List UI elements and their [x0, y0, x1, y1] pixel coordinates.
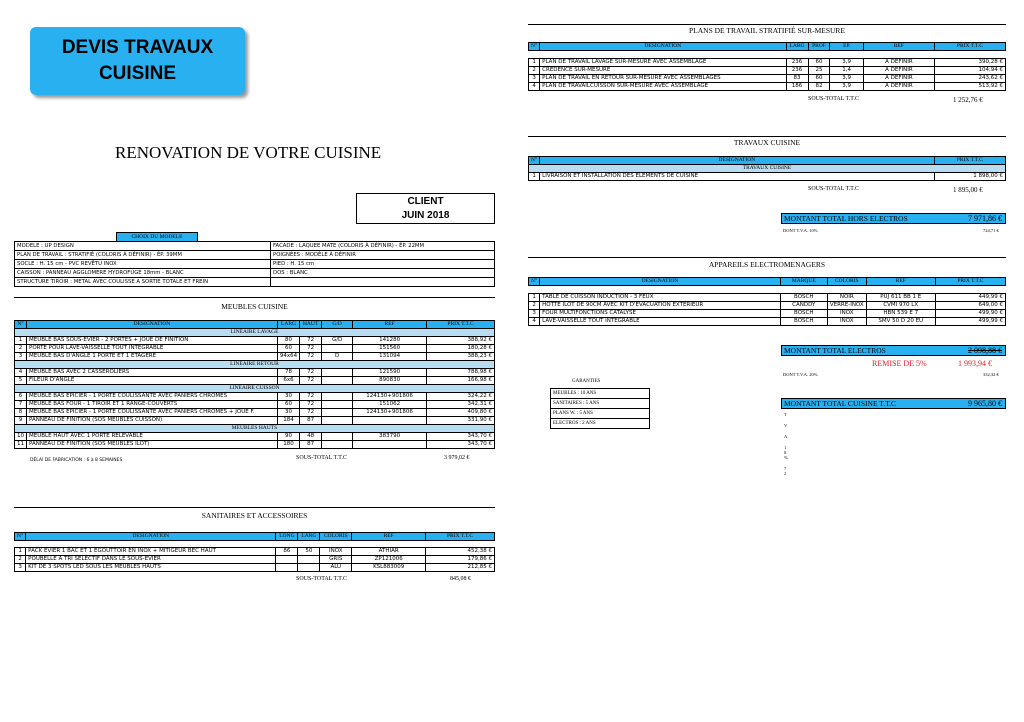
table-cell: 388,92 € [426, 337, 494, 345]
table-cell: ZP121006 [352, 556, 426, 564]
table-cell: 324,22 € [426, 393, 494, 401]
table-row [15, 377, 495, 385]
meubles-subtotal-value: 3 979,02 € [444, 455, 470, 461]
table-row [529, 318, 1006, 326]
sanitaires-subtotal-label: SOUS-TOTAL T.T.C [296, 576, 348, 582]
table-cell: BOSCH [780, 294, 827, 302]
table-cell: PUJ 611 BB 1 E [866, 294, 935, 302]
table-cell [322, 441, 353, 449]
side-letter: V [784, 423, 788, 428]
table-cell: KIT DE 3 SPOTS LED SOUS LES MEUBLES HAUTS [26, 564, 276, 572]
table-cell: 180 [277, 441, 299, 449]
model-table [14, 241, 495, 287]
table-cell: 131094 [353, 353, 427, 361]
table-cell: 452,38 € [426, 548, 495, 556]
table-cell: 124130+901806 [353, 409, 427, 417]
table-cell: 60 [277, 401, 299, 409]
table-row [529, 173, 1006, 181]
group-name: LINÉAIRE LAVAGE [15, 329, 495, 337]
table-row [529, 83, 1006, 91]
model-row [15, 251, 495, 260]
table-cell: 1 [529, 173, 540, 181]
table-cell: 7 [15, 401, 27, 409]
plans-table [528, 42, 1006, 91]
column-header: LARG [786, 43, 808, 51]
meubles-title: MEUBLES CUISINE [14, 297, 495, 314]
table-cell [322, 345, 353, 353]
column-header: PRIX T.T.C [935, 278, 1005, 286]
table-cell [322, 393, 353, 401]
table-cell [276, 564, 298, 572]
table-row [15, 409, 495, 417]
column-header: G/D [322, 321, 353, 329]
table-cell: PACK EVIER 1 BAC ET 1 EGOUTTOIR EN INOX + MITIGEUR BEC HAUT [26, 548, 276, 556]
total-hors-electros-label: MONTANT TOTAL HORS ELECTROS [784, 214, 908, 223]
plans-subtotal-label: SOUS-TOTAL T.T.C [808, 96, 860, 102]
model-cell: CAISSON : PANNEAU AGGLOMERE HYDROFUGE 18mm - BLANC [15, 269, 271, 278]
table-cell: 499,90 € [935, 310, 1005, 318]
table-cell: 788,98 € [426, 369, 494, 377]
model-cell: DOS : BLANC [271, 269, 495, 278]
client-label: CLIENT [407, 196, 444, 207]
table-cell [353, 441, 427, 449]
travaux-subheading: TRAVAUX CUISINE [529, 165, 1006, 173]
side-letter: A [784, 434, 788, 439]
delai-text: DÉLAI DE FABRICATION : 6 à 8 SEMAINES [30, 458, 123, 463]
model-cell: PIED : H. 15 cm [271, 260, 495, 269]
column-header: REF [353, 321, 427, 329]
table-cell [322, 433, 353, 441]
garantie-item: PLANS W. : 5 ANS [551, 409, 649, 419]
total-hors-electros-bar [781, 213, 1006, 224]
table-cell: MEUBLE BAS SOUS-EVIER - 2 PORTES + JOUE DE FINITION [27, 337, 278, 345]
plans-title: PLANS DE TRAVAIL STRATIFIÉ SUR-MESURE [528, 24, 1006, 38]
table-row [529, 310, 1006, 318]
table-cell: 343,70 € [426, 441, 494, 449]
table-cell: 72 [300, 345, 322, 353]
plans-section [528, 24, 1006, 105]
table-cell: GRIS [320, 556, 352, 564]
garantie-item: ELECTROS : 2 ANS [553, 421, 596, 426]
group-row [15, 361, 495, 369]
column-header: PRIX T.T.C [426, 533, 495, 541]
table-cell: 124130+901806 [353, 393, 427, 401]
table-cell: INOX [827, 318, 866, 326]
title-line-2: CUISINE [98, 63, 177, 84]
table-cell: 409,80 € [426, 409, 494, 417]
side-letter: % [784, 455, 788, 460]
model-row [15, 269, 495, 278]
title-line-1: DEVIS TRAVAUX [61, 37, 214, 58]
column-header: REF [866, 278, 935, 286]
travaux-table [528, 156, 1006, 181]
side-letter: 7 [784, 466, 787, 471]
table-cell: FILEUR D'ANGLE [27, 377, 278, 385]
table-cell: SMV 50 D 20 EU [866, 318, 935, 326]
table-cell: G/D [322, 337, 353, 345]
table-cell: 72 [300, 369, 322, 377]
column-header: PRIX T.T.C [426, 321, 494, 329]
table-cell: 1 [529, 59, 540, 67]
table-cell [322, 401, 353, 409]
table-cell: MEUBLE BAS FOUR - 1 TIROIR ET 1 RANGE-COUVERTS [27, 401, 278, 409]
table-cell: BOSCH [780, 318, 827, 326]
table-cell: 72 [300, 409, 322, 417]
group-name: LINÉAIRE RETOUR [15, 361, 495, 369]
meubles-table [14, 320, 495, 449]
table-cell: 60 [808, 75, 830, 83]
table-cell: MEUBLE BAS ÉPICIER - 1 PORTE COULISSANTE AVEC PANIERS CHROMÉS + JOUE F. [27, 409, 278, 417]
table-cell: A DEFINIR [863, 59, 934, 67]
table-cell: HBN 539 E 7 [866, 310, 935, 318]
table-cell: 10 [15, 433, 27, 441]
model-cell: POIGNÉES : MODÈLE À DÉFINIR [271, 251, 495, 260]
tva-side-letters [784, 412, 792, 476]
table-row [529, 75, 1006, 83]
table-row [15, 353, 495, 361]
table-cell: CREDENCE SUR-MESURE [540, 67, 786, 75]
appareils-title: APPAREILS ELECTROMENAGERS [528, 257, 1006, 271]
model-cell: MODELE : UP DESIGN [15, 242, 271, 251]
column-header: PRIX T.T.C [934, 43, 1005, 51]
table-cell: 236 [786, 59, 808, 67]
table-cell: ATHIAR [352, 548, 426, 556]
table-row [15, 345, 495, 353]
table-cell: 72 [300, 401, 322, 409]
table-cell [298, 564, 320, 572]
group-row [15, 385, 495, 393]
table-cell: POUBELLE A TRI SELECTIF DANS LE SOUS-ÉVIER [26, 556, 276, 564]
tva20-label: DONT T.V.A. 20% [783, 372, 818, 377]
table-cell: PLAN DE TRAVAIL EN RETOUR SUR-MESURE AVEC ASSEMBLAGES [540, 75, 786, 83]
table-cell: 1,4 [830, 67, 864, 75]
table-row [15, 433, 495, 441]
table-cell: D [322, 353, 353, 361]
table-cell: MEUBLE BAS D'ANGLE 1 PORTE ET 1 ÉTAGÈRE [27, 353, 278, 361]
table-cell: 179,86 € [426, 556, 495, 564]
total-electros-label: MONTANT TOTAL ELECTROS [784, 346, 886, 355]
total-electros-bar [781, 345, 1006, 356]
table-cell: 212,85 € [426, 564, 495, 572]
remise-value: 1 993,94 € [958, 359, 992, 368]
column-header: COLORIS [320, 533, 352, 541]
table-cell: MEUBLE HAUT AVEC 1 PORTE RELEVABLE [27, 433, 278, 441]
table-cell: MEUBLE BAS AVEC 2 CASSEROLIERS [27, 369, 278, 377]
column-header: EP. [830, 43, 864, 51]
table-cell: LIVRAISON ET INSTALLATION DES ELEMENTS DE CUISINE [540, 173, 934, 181]
table-cell: INOX [320, 548, 352, 556]
table-cell: 499,99 € [935, 318, 1005, 326]
travaux-section [528, 136, 1006, 195]
table-cell: CANDDY [780, 302, 827, 310]
appareils-table [528, 277, 1006, 326]
table-cell: 243,62 € [934, 75, 1005, 83]
model-heading: CHOIX DU MODELE [116, 232, 198, 241]
table-cell: PANNEAU DE FINITION (SOS MEUBLES ILOT) [27, 441, 278, 449]
client-box [356, 193, 495, 224]
side-letter: 2 [784, 471, 787, 476]
table-cell [322, 369, 353, 377]
table-cell: 2 [529, 67, 540, 75]
column-header: LARG [298, 533, 320, 541]
model-cell [271, 278, 495, 287]
side-letter: 1 [784, 445, 787, 450]
column-header: N° [15, 533, 26, 541]
table-cell: 236 [786, 67, 808, 75]
column-header: PRIX T.T.C [934, 157, 1005, 165]
table-cell: 48 [300, 433, 322, 441]
sanitaires-table [14, 532, 495, 572]
table-row [15, 417, 495, 425]
table-cell: 151062 [353, 401, 427, 409]
model-row [15, 260, 495, 269]
table-row [15, 337, 495, 345]
model-cell: FACADE : LAQUEE MATE (COLORIS À DÉFINIR) - ÉP. 22MM [271, 242, 495, 251]
table-row [15, 393, 495, 401]
sanitaires-section [14, 507, 495, 586]
table-cell: 4 [529, 83, 540, 91]
remise-label: REMISE DE 5% [872, 359, 927, 368]
sanitaires-title: SANITAIRES ET ACCESSOIRES [14, 507, 495, 521]
table-cell: 2 [529, 302, 540, 310]
table-row [15, 441, 495, 449]
table-cell: 390,28 € [934, 59, 1005, 67]
table-cell: 50 [298, 548, 320, 556]
table-cell: 3,9 [830, 59, 864, 67]
column-header: MARQUE [780, 278, 827, 286]
total-cuisine-label: MONTANT TOTAL CUISINE T.T.C [784, 399, 897, 408]
model-row [15, 242, 495, 251]
table-cell: 1 [529, 294, 540, 302]
table-cell: PLAN DE TRAVAIL LAVAGE SUR-MESURE AVEC ASSEMBLAGE [540, 59, 786, 67]
table-cell: 3 [15, 564, 26, 572]
table-cell: 87 [300, 441, 322, 449]
table-cell: 72 [300, 353, 322, 361]
table-cell [298, 556, 320, 564]
table-cell: 82 [808, 83, 830, 91]
table-cell: 87 [300, 417, 322, 425]
table-cell: BOSCH [780, 310, 827, 318]
column-header: N° [529, 157, 540, 165]
table-cell: 4 [15, 369, 27, 377]
table-cell: 30 [277, 409, 299, 417]
model-cell: PLAN DE TRAVAIL : STRATIFIÉ (COLORIS À DÉFINIR) - ÉP. 39MM [15, 251, 271, 260]
column-header: LARG [277, 321, 299, 329]
table-cell: 1 [15, 337, 27, 345]
travaux-title: TRAVAUX CUISINE [528, 136, 1006, 150]
table-cell: 5 [15, 377, 27, 385]
table-cell: 83 [786, 75, 808, 83]
table-cell: 166,98 € [426, 377, 494, 385]
model-row [15, 278, 495, 287]
table-cell: 60 [808, 59, 830, 67]
table-cell: PANNEAU DE FINITION (SOS MEUBLES CUISSON) [27, 417, 278, 425]
table-cell: 343,70 € [426, 433, 494, 441]
table-cell: 186 [786, 83, 808, 91]
column-header: REF [352, 533, 426, 541]
table-row [15, 401, 495, 409]
table-cell [322, 409, 353, 417]
table-cell [276, 556, 298, 564]
total-hors-electros-value: 7 971,86 € [968, 214, 1002, 223]
table-row [15, 369, 495, 377]
side-letter: 0 [784, 450, 787, 455]
table-cell: 9 [15, 417, 27, 425]
table-row [529, 294, 1006, 302]
table-cell: CVMI 970 LX [866, 302, 935, 310]
table-row [15, 564, 495, 572]
column-header: REF [863, 43, 934, 51]
table-cell: PORTE POUR LAVE-VAISSELLE TOUT INTÉGRABLE [27, 345, 278, 353]
tva20-value: 332,32 € [983, 372, 999, 377]
group-name: MEUBLES HAUTS [15, 425, 495, 433]
garantie-item: SANITAIRES : 5 ANS [551, 399, 649, 409]
model-cell: STRUCTURE TIROIR : METAL AVEC COULISSE A SORTIE TOTALE ET FREIN [15, 278, 271, 287]
table-cell: 80 [277, 337, 299, 345]
document-title-box [30, 27, 245, 95]
table-cell: 1 898,00 € [934, 173, 1005, 181]
table-row [15, 548, 495, 556]
table-cell: 72 [300, 337, 322, 345]
model-section [14, 232, 495, 287]
total-electros-value: 2 098,88 € [968, 346, 1002, 355]
table-cell: 121590 [353, 369, 427, 377]
column-header: DESIGNATION [27, 321, 278, 329]
table-cell: 3 [529, 310, 540, 318]
table-cell: 2 [15, 556, 26, 564]
table-cell: 8 [15, 409, 27, 417]
total-cuisine-value: 9 965,80 € [968, 399, 1002, 408]
table-cell: INOX [827, 310, 866, 318]
column-header: HAUT [300, 321, 322, 329]
table-row [15, 556, 495, 564]
table-cell: A DEFINIR [863, 67, 934, 75]
table-cell: MEUBLE BAS ÉPICIER - 1 PORTE COULISSANTE AVEC PANIERS CHROMÉS [27, 393, 278, 401]
table-cell [322, 377, 353, 385]
column-header: PROF [808, 43, 830, 51]
column-header: N° [15, 321, 27, 329]
table-cell: 25 [808, 67, 830, 75]
table-cell: NOIR [827, 294, 866, 302]
table-cell: 94x64 [277, 353, 299, 361]
meubles-subtotal-label: SOUS-TOTAL T.T.C [296, 455, 348, 461]
table-cell: 342,31 € [426, 401, 494, 409]
table-cell: A DEFINIR [863, 75, 934, 83]
table-cell: 90 [277, 433, 299, 441]
tva10-label: DONT T.V.A. 10% [783, 228, 818, 233]
table-cell: 151560 [353, 345, 427, 353]
table-cell: 3 [15, 353, 27, 361]
table-cell: 72 [300, 393, 322, 401]
garanties-title: GARANTIES [572, 379, 601, 384]
table-cell: 3 [529, 75, 540, 83]
tva10-value: 724,71 € [983, 228, 999, 233]
column-header: DESIGNATION [540, 157, 934, 165]
table-cell: TABLE DE CUISSON INDUCTION - 3 FEUX [540, 294, 781, 302]
meubles-section [14, 297, 495, 471]
table-cell: 388,23 € [426, 353, 494, 361]
table-cell: 4 [529, 318, 540, 326]
table-cell: 513,92 € [934, 83, 1005, 91]
table-cell: 331,90 € [426, 417, 494, 425]
table-cell: 104,94 € [934, 67, 1005, 75]
table-cell: PLAN DE TRAVAILCUISSON SUR-MESURE AVEC ASSEMBLAGE [540, 83, 786, 91]
table-cell: 890830 [353, 377, 427, 385]
table-cell: 449,99 € [935, 294, 1005, 302]
group-name: LINÉAIRE CUISSON [15, 385, 495, 393]
table-row [529, 59, 1006, 67]
travaux-subtotal-label: SOUS-TOTAL T.T.C [808, 186, 860, 192]
appareils-section [528, 257, 1006, 326]
table-row [529, 302, 1006, 310]
table-cell: FOUR MULTIFONCTIONS CATALYSE [540, 310, 781, 318]
table-cell: 649,00 € [935, 302, 1005, 310]
table-cell: 6x6 [277, 377, 299, 385]
table-cell: 60 [277, 345, 299, 353]
table-cell: 383790 [353, 433, 427, 441]
table-cell: 3,9 [830, 83, 864, 91]
group-row [15, 425, 495, 433]
table-cell: HOTTE ILOT DE 90CM AVEC KIT D'EVACUATION EXTÉRIEUR [540, 302, 781, 310]
table-cell: 141280 [353, 337, 427, 345]
garanties-box [550, 388, 650, 429]
column-header: N° [529, 278, 540, 286]
table-cell: 30 [277, 393, 299, 401]
table-cell: 2 [15, 345, 27, 353]
table-cell: 78 [277, 369, 299, 377]
travaux-subtotal-value: 1 895,00 € [953, 186, 983, 194]
table-cell: 6 [15, 393, 27, 401]
table-cell [322, 417, 353, 425]
table-cell [353, 417, 427, 425]
plans-subtotal-value: 1 252,76 € [953, 96, 983, 104]
column-header: DESIGNATION [540, 278, 781, 286]
table-cell: 180,28 € [426, 345, 494, 353]
group-row [15, 329, 495, 337]
table-cell: 86 [276, 548, 298, 556]
client-date: JUIN 2018 [401, 210, 450, 221]
table-cell: LAVE-VAISSELLE TOUT INTÉGRABLE [540, 318, 781, 326]
model-cell: SOCLE : H. 15 cm - PVC REVÊTU INOX [15, 260, 271, 269]
column-header: COLORIS [827, 278, 866, 286]
table-row [529, 67, 1006, 75]
table-cell: VERRE-INOX [827, 302, 866, 310]
garantie-item: MEUBLES : 10 ANS [551, 389, 649, 399]
renovation-title: RENOVATION DE VOTRE CUISINE [115, 143, 382, 162]
column-header: DESIGNATION [540, 43, 786, 51]
table-cell: 11 [15, 441, 27, 449]
column-header: LONG [276, 533, 298, 541]
column-header: DESIGNATION [26, 533, 276, 541]
table-cell: 1 [15, 548, 26, 556]
table-cell: A DEFINIR [863, 83, 934, 91]
table-cell: KSL883009 [352, 564, 426, 572]
table-cell: 184 [277, 417, 299, 425]
sanitaires-subtotal-value: 845,08 € [450, 576, 471, 582]
total-cuisine-bar [781, 398, 1006, 409]
side-letter: T [784, 412, 787, 417]
table-cell: 3,9 [830, 75, 864, 83]
column-header: N° [529, 43, 540, 51]
table-cell: 72 [300, 377, 322, 385]
table-cell: ALU [320, 564, 352, 572]
